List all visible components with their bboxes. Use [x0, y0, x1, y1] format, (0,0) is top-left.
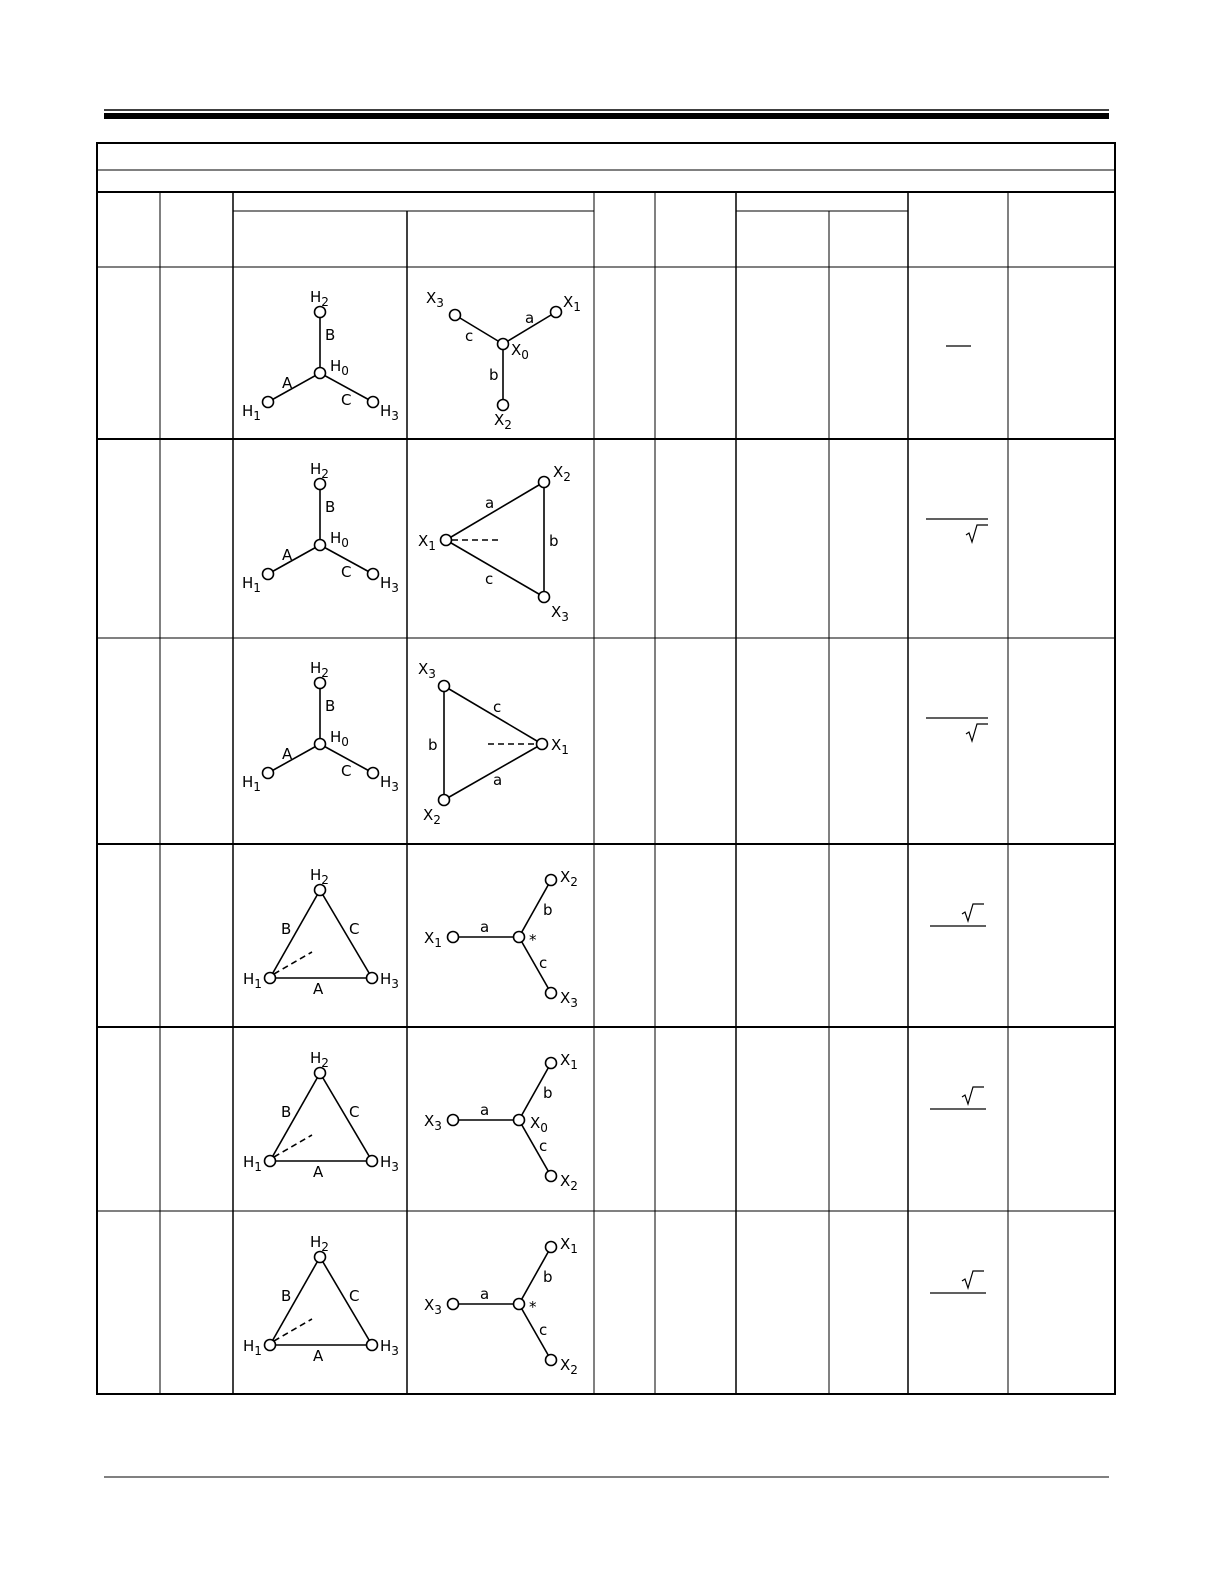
terminal-node: [265, 973, 276, 984]
terminal-label: $X_2$: [560, 1356, 578, 1377]
terminal-label: $X_3$: [426, 289, 444, 310]
terminal-node: [315, 368, 326, 379]
phase-label: B: [325, 498, 336, 516]
terminal-label: $H_1$: [242, 773, 261, 794]
phase-label: A: [313, 1347, 324, 1365]
terminal-node: [551, 307, 562, 318]
terminal-label: $X_2$: [560, 868, 578, 889]
terminal-label: $X_2$: [553, 463, 571, 484]
phase-label: b: [543, 901, 553, 919]
terminal-node: [263, 397, 274, 408]
terminal-label: $X_0$: [511, 341, 529, 362]
phase-label: c: [539, 954, 548, 972]
terminal-label: $H_3$: [380, 773, 399, 794]
terminal-node: [315, 739, 326, 750]
terminal-node: [367, 973, 378, 984]
terminal-node: [546, 988, 557, 999]
terminal-node: [368, 768, 379, 779]
phase-label: b: [543, 1268, 553, 1286]
phase-label: a: [493, 771, 503, 789]
terminal-label: $H_2$: [310, 288, 329, 309]
terminal-node: [448, 1299, 459, 1310]
primary-winding-diagram: [243, 1233, 399, 1365]
terminal-node: [537, 739, 548, 750]
terminal-node: [367, 1340, 378, 1351]
phase-label: c: [465, 327, 474, 345]
turns-ratio-formula: [926, 519, 988, 542]
terminal-node: [368, 569, 379, 580]
turns-ratio-formula: [930, 1087, 986, 1109]
phase-label: B: [325, 326, 336, 344]
phase-label: A: [282, 546, 293, 564]
phase-label: C: [341, 391, 352, 409]
phase-label: A: [313, 1163, 324, 1181]
terminal-label: $X_1$: [563, 293, 581, 314]
terminal-label: $H_3$: [380, 574, 399, 595]
terminal-label: $H_2$: [310, 460, 329, 481]
terminal-node: [448, 1115, 459, 1126]
terminal-node: [448, 932, 459, 943]
secondary-winding-diagram: [424, 868, 578, 1010]
secondary-winding-diagram: [424, 1235, 578, 1377]
neutral-marker: *: [529, 931, 537, 949]
terminal-node: [265, 1156, 276, 1167]
terminal-node: [498, 400, 509, 411]
secondary-winding-diagram: [426, 289, 581, 432]
terminal-node: [439, 795, 450, 806]
terminal-label: $H_0$: [330, 529, 349, 550]
phase-label: a: [525, 309, 535, 327]
terminal-label: $X_1$: [560, 1235, 578, 1256]
primary-winding-diagram: [242, 659, 399, 794]
terminal-node: [439, 681, 450, 692]
terminal-label: $X_0$: [530, 1114, 548, 1135]
primary-winding-diagram: [243, 866, 399, 998]
secondary-winding-diagram: [418, 463, 571, 624]
terminal-node: [546, 1058, 557, 1069]
secondary-winding-diagram: [424, 1051, 578, 1193]
phase-label: b: [549, 532, 559, 550]
terminal-node: [368, 397, 379, 408]
phase-label: B: [325, 697, 336, 715]
phase-label: b: [543, 1084, 553, 1102]
terminal-node: [546, 1355, 557, 1366]
terminal-label: $H_1$: [242, 402, 261, 423]
phase-label: C: [341, 563, 352, 581]
terminal-label: $X_1$: [424, 929, 442, 950]
terminal-label: $H_1$: [243, 1153, 262, 1174]
terminal-label: $H_2$: [310, 659, 329, 680]
terminal-node: [265, 1340, 276, 1351]
terminal-label: $X_3$: [424, 1112, 442, 1133]
terminal-node: [546, 875, 557, 886]
phase-label: c: [493, 698, 502, 716]
phase-label: C: [349, 1103, 360, 1121]
terminal-label: $X_2$: [560, 1172, 578, 1193]
terminal-label: $X_3$: [424, 1296, 442, 1317]
phase-label: c: [485, 570, 494, 588]
terminal-label: $H_2$: [310, 1049, 329, 1070]
secondary-winding-diagram: [418, 660, 569, 827]
terminal-label: $X_2$: [423, 806, 441, 827]
terminal-node: [546, 1242, 557, 1253]
terminal-label: $H_1$: [243, 1337, 262, 1358]
terminal-label: $X_1$: [418, 532, 436, 553]
terminal-node: [546, 1171, 557, 1182]
terminal-label: $H_1$: [242, 574, 261, 595]
terminal-label: $H_3$: [380, 970, 399, 991]
table-grid: [97, 143, 1115, 1394]
primary-winding-diagram: [242, 460, 399, 595]
terminal-label: $H_0$: [330, 728, 349, 749]
terminal-label: $X_3$: [551, 603, 569, 624]
phase-label: a: [480, 1285, 490, 1303]
terminal-node: [263, 569, 274, 580]
phase-label: B: [281, 1103, 292, 1121]
turns-ratio-formula: [930, 1271, 986, 1293]
phase-label: C: [349, 920, 360, 938]
terminal-label: $H_2$: [310, 1233, 329, 1254]
primary-winding-diagram: [243, 1049, 399, 1181]
phase-label: A: [282, 745, 293, 763]
phase-label: A: [282, 374, 293, 392]
terminal-label: $H_1$: [243, 970, 262, 991]
terminal-node: [498, 339, 509, 350]
phase-label: a: [480, 1101, 490, 1119]
terminal-label: $H_0$: [330, 357, 349, 378]
terminal-label: $X_3$: [560, 989, 578, 1010]
terminal-node: [539, 592, 550, 603]
terminal-node: [539, 477, 550, 488]
terminal-node: [367, 1156, 378, 1167]
terminal-label: $H_3$: [380, 1337, 399, 1358]
phase-label: B: [281, 920, 292, 938]
neutral-marker: *: [529, 1298, 537, 1316]
terminal-node: [514, 1115, 525, 1126]
turns-ratio-formula: [926, 718, 988, 741]
phase-label: A: [313, 980, 324, 998]
turns-ratio-formula: [930, 904, 986, 926]
terminal-label: $X_1$: [551, 736, 569, 757]
phase-label: B: [281, 1287, 292, 1305]
terminal-label: $H_3$: [380, 402, 399, 423]
terminal-label: $X_3$: [418, 660, 436, 681]
terminal-label: $H_2$: [310, 866, 329, 887]
terminal-node: [263, 768, 274, 779]
phase-label: C: [349, 1287, 360, 1305]
terminal-node: [514, 932, 525, 943]
phase-label: C: [341, 762, 352, 780]
phase-label: c: [539, 1137, 548, 1155]
header-double-rule: [104, 110, 1109, 116]
terminal-label: $X_2$: [494, 411, 512, 432]
phase-label: a: [485, 494, 495, 512]
primary-winding-diagram: [242, 288, 399, 423]
terminal-label: $H_3$: [380, 1153, 399, 1174]
terminal-node: [315, 540, 326, 551]
phase-label: b: [428, 736, 438, 754]
phase-label: a: [480, 918, 490, 936]
phase-label: c: [539, 1321, 548, 1339]
terminal-node: [441, 535, 452, 546]
phase-label: b: [489, 366, 499, 384]
terminal-label: $X_1$: [560, 1051, 578, 1072]
terminal-node: [514, 1299, 525, 1310]
terminal-node: [450, 310, 461, 321]
